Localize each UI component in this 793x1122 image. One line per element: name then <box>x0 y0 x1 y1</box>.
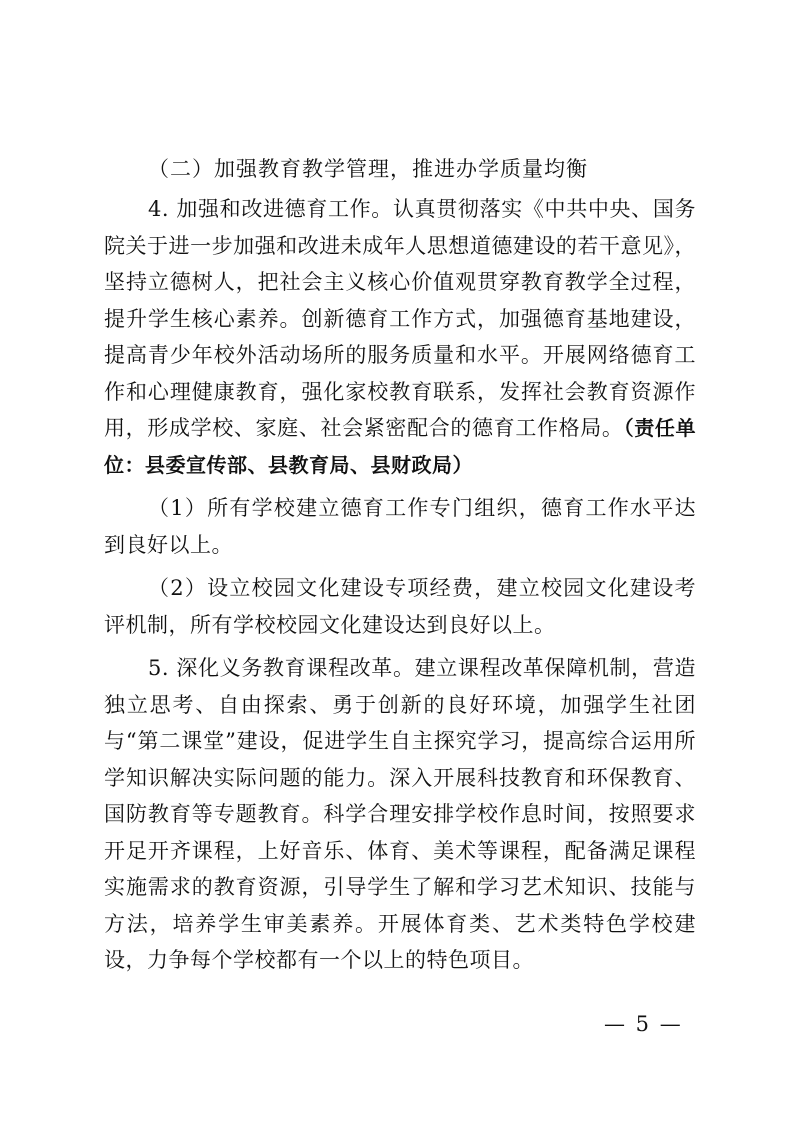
responsibility-label: 责任单位： <box>104 416 697 477</box>
paragraph-moral-education <box>104 191 696 483</box>
responsibility-units: 县委宣传部、县教育局、县财政局 <box>145 452 453 477</box>
page-body <box>104 147 696 986</box>
paragraph-text: 4. 加强和改进德育工作。认真贯彻落实《中共中央、国务院关于进一步加强和改进未成年人思想道德建设的若干意见》，坚持立德树人，把社会主义核心价值观贯穿教育教学全过程，提升学生核心素养。创新德育工作方式，加强德育基地建设，提高青少年校外活动场所的服务质量和水平。开展网络德育工作和心理健康教育，强化家校教育联系，发挥社会教育资源作用，形成学校、家庭、社会紧密配合的德育工作格局。 <box>104 197 696 440</box>
section-heading: （二）加强教育教学管理，推进办学质量均衡 <box>148 157 588 181</box>
paragraph-item-2: （2）设立校园文化建设专项经费，建立校园文化建设考评机制，所有学校校园文化建设达到良好以上。 <box>104 576 696 637</box>
responsibility-close: ） <box>452 452 473 477</box>
page-number: — 5 — <box>604 1012 683 1036</box>
paragraph-curriculum-reform: 5. 深化义务教育课程改革。建立课程改革保障机制，营造独立思考、自由探索、勇于创新的良好环境，加强学生社团与“第二课堂”建设，促进学生自主探究学习，提高综合运用所学知识解决实际问题的能力。深入开展科技教育和环保教育、国防教育等专题教育。科学合理安排学校作息时间，按照要求开足开齐课程，上好音乐、体育、美术等课程，配备满足课程实施需求的教育资源，引导学生了解和学习艺术知识、技能与方法，培养学生审美素养。开展体育类、艺术类特色学校建设，力争每个学校都有一个以上的特色项目。 <box>104 656 696 972</box>
responsibility-open: （ <box>623 416 635 440</box>
paragraph-item-1: （1）所有学校建立德育工作专门组织，德育工作水平达到良好以上。 <box>104 496 696 557</box>
